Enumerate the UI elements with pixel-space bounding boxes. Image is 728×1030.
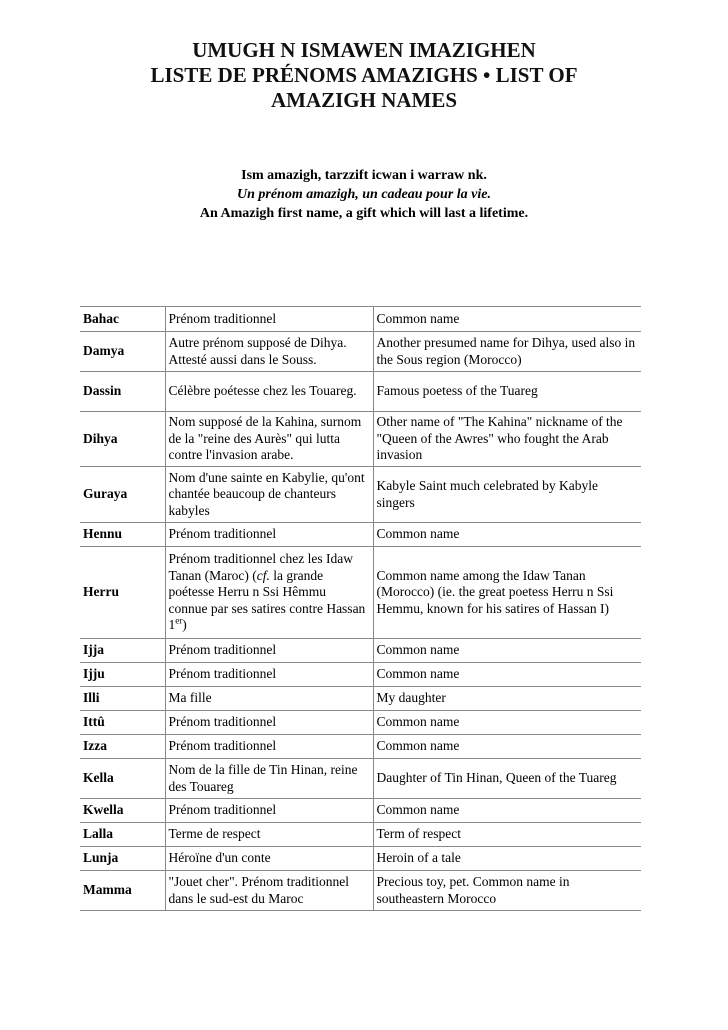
table-row bbox=[80, 735, 641, 759]
french-cell: Prénom traditionnel bbox=[165, 663, 373, 687]
english-cell: Daughter of Tin Hinan, Queen of the Tuareg bbox=[373, 759, 641, 799]
name-cell: Mamma bbox=[80, 871, 165, 911]
english-cell: Kabyle Saint much celebrated by Kabyle singers bbox=[373, 467, 641, 523]
french-cell: Prénom traditionnel bbox=[165, 307, 373, 332]
name-cell: Dihya bbox=[80, 412, 165, 467]
english-cell: Common name bbox=[373, 735, 641, 759]
english-cell: Precious toy, pet. Common name in southeastern Morocco bbox=[373, 871, 641, 911]
name-cell: Dassin bbox=[80, 372, 165, 412]
french-cell: "Jouet cher". Prénom traditionnel dans le sud-est du Maroc bbox=[165, 871, 373, 911]
name-cell: Kwella bbox=[80, 799, 165, 823]
english-cell: Common name bbox=[373, 639, 641, 663]
cf-abbreviation: cf. bbox=[256, 567, 270, 583]
names-table bbox=[80, 306, 641, 911]
table-row bbox=[80, 799, 641, 823]
motto bbox=[0, 166, 728, 223]
english-cell: Term of respect bbox=[373, 823, 641, 847]
motto-english: An Amazigh first name, a gift which will last a lifetime. bbox=[199, 206, 529, 221]
name-cell: Bahac bbox=[80, 307, 165, 332]
english-cell: Famous poetess of the Tuareg bbox=[373, 372, 641, 412]
french-text: Prénom traditionnel chez les Idaw Tanan (Maroc) ( bbox=[168, 551, 353, 583]
french-cell: Ma fille bbox=[165, 687, 373, 711]
name-cell: Damya bbox=[80, 332, 165, 372]
english-cell: Common name bbox=[373, 663, 641, 687]
name-cell: Izza bbox=[80, 735, 165, 759]
table-row bbox=[80, 467, 641, 523]
name-cell: Ijja bbox=[80, 639, 165, 663]
french-cell: Prénom traditionnel bbox=[165, 735, 373, 759]
name-cell: Lalla bbox=[80, 823, 165, 847]
french-cell: Terme de respect bbox=[165, 823, 373, 847]
english-cell: Other name of "The Kahina" nickname of the "Queen of the Awres" who fought the Arab invasion bbox=[373, 412, 641, 467]
table-row bbox=[80, 663, 641, 687]
table-row bbox=[80, 711, 641, 735]
title-line-english: AMAZIGH NAMES bbox=[270, 88, 458, 112]
title-line-tamazight: UMUGH N ISMAWEN IMAZIGHEN bbox=[192, 38, 536, 62]
table-row bbox=[80, 871, 641, 911]
french-text: la grande poétesse Herru n Ssi Hêmmu connue par ses satires contre Hassan 1 bbox=[168, 567, 366, 633]
french-cell: Nom supposé de la Kahina, surnom de la "reine des Aurès" qui lutta contre l'invasion arabe. bbox=[165, 412, 373, 467]
table-row bbox=[80, 307, 641, 332]
name-cell: Hennu bbox=[80, 523, 165, 547]
name-cell: Guraya bbox=[80, 467, 165, 523]
name-cell: Kella bbox=[80, 759, 165, 799]
table-row bbox=[80, 639, 641, 663]
table-row bbox=[80, 523, 641, 547]
english-cell: Another presumed name for Dihya, used also in the Sous region (Morocco) bbox=[373, 332, 641, 372]
french-cell: Prénom traditionnel bbox=[165, 799, 373, 823]
title-line-french-english: LISTE DE PRÉNOMS AMAZIGHS • LIST OF bbox=[150, 63, 578, 87]
ordinal-superscript: er bbox=[175, 615, 183, 626]
english-cell: Common name bbox=[373, 711, 641, 735]
french-cell: Nom d'une sainte en Kabylie, qu'ont chantée beaucoup de chanteurs kabyles bbox=[165, 467, 373, 523]
french-text: ) bbox=[182, 617, 187, 633]
english-cell: Common name bbox=[373, 307, 641, 332]
name-cell: Ittû bbox=[80, 711, 165, 735]
english-cell: Common name bbox=[373, 523, 641, 547]
french-cell: Prénom traditionnel bbox=[165, 639, 373, 663]
english-cell: Common name bbox=[373, 799, 641, 823]
table-row bbox=[80, 372, 641, 412]
french-cell bbox=[165, 547, 373, 639]
motto-french: Un prénom amazigh, un cadeau pour la vie. bbox=[237, 187, 491, 202]
english-cell: My daughter bbox=[373, 687, 641, 711]
french-cell: Prénom traditionnel bbox=[165, 523, 373, 547]
french-cell: Autre prénom supposé de Dihya. Attesté aussi dans le Souss. bbox=[165, 332, 373, 372]
english-cell: Heroin of a tale bbox=[373, 847, 641, 871]
table-row bbox=[80, 823, 641, 847]
name-cell: Illi bbox=[80, 687, 165, 711]
table-row bbox=[80, 547, 641, 639]
french-cell: Célèbre poétesse chez les Touareg. bbox=[165, 372, 373, 412]
french-cell: Nom de la fille de Tin Hinan, reine des Touareg bbox=[165, 759, 373, 799]
name-cell: Ijju bbox=[80, 663, 165, 687]
table-row bbox=[80, 412, 641, 467]
table-row bbox=[80, 332, 641, 372]
english-cell: Common name among the Idaw Tanan (Morocco) (ie. the great poetess Herru n Ssi Hemmu, known for his satires of Hassan I) bbox=[373, 547, 641, 639]
table-row bbox=[80, 687, 641, 711]
french-cell: Prénom traditionnel bbox=[165, 711, 373, 735]
french-cell: Héroïne d'un conte bbox=[165, 847, 373, 871]
name-cell: Lunja bbox=[80, 847, 165, 871]
document-title bbox=[0, 38, 728, 113]
name-cell: Herru bbox=[80, 547, 165, 639]
table-row bbox=[80, 759, 641, 799]
motto-tamazight: Ism amazigh, tarzzift icwan i warraw nk. bbox=[241, 168, 487, 183]
table-row bbox=[80, 847, 641, 871]
